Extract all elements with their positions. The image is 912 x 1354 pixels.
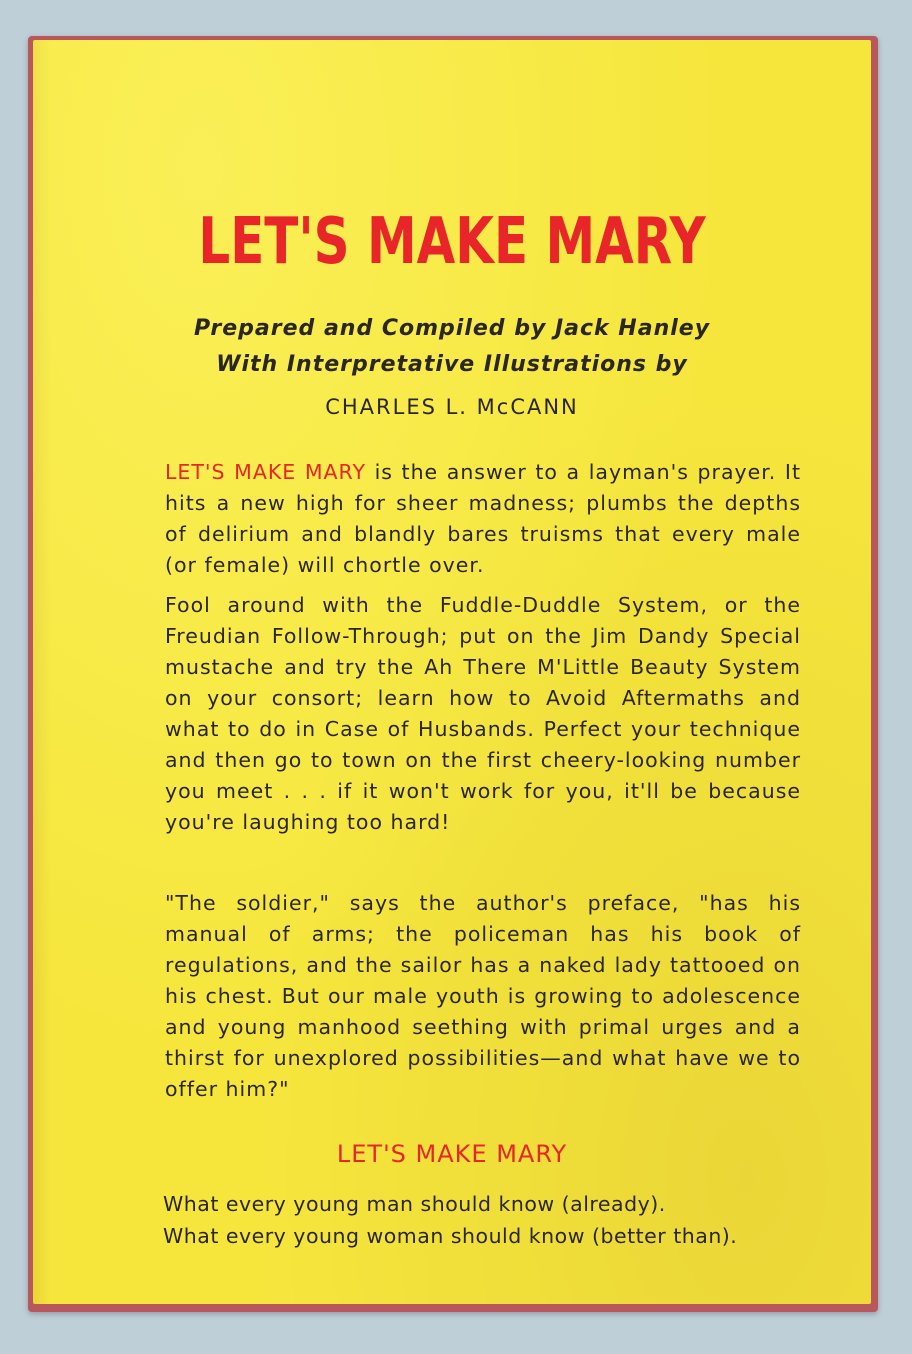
- blurb-paragraph-2: Fool around with the Fuddle-Duddle System, or the Freudian Follow-Through; put on the Jim Dandy Special mustache and try the Ah There M'Little Beauty System on your consort; learn how to Avoid Aftermaths and what to do in Case of Husbands. Perfect your technique and then go to town on the first cheery-looking number you meet . . . if it won't work for you, it'll be because you're laughing too hard!: [165, 593, 801, 834]
- tagline-young-man: What every young man should know (already).: [163, 1192, 666, 1216]
- book-subtitle: LET'S MAKE MARY: [336, 1140, 568, 1168]
- blurb-paragraph-1: [165, 457, 801, 581]
- blurb-paragraph-1-text: is the answer to a layman's prayer. It hits a new high for sheer madness; plumbs the depths of delirium and blandly bares truisms that every male (or female) will chortle over.: [165, 460, 801, 577]
- tagline-young-woman: What every young woman should know (better than).: [163, 1224, 738, 1248]
- illustration-credit: With Interpretative Illustrations by: [216, 352, 688, 377]
- blurb-title-inline: LET'S MAKE MARY: [165, 460, 366, 484]
- compiler-credit: Prepared and Compiled by Jack Hanley: [193, 316, 711, 341]
- book-title: LET'S MAKE MARY: [198, 205, 706, 279]
- illustrator-name: CHARLES L. McCANN: [325, 395, 579, 419]
- book-back-cover: [33, 40, 871, 1304]
- blurb-paragraph-3: "The soldier," says the author's preface, "has his manual of arms; the policeman has his book of regulations, and the sailor has a naked lady tattooed on his chest. But our male youth is growing to adolescence and young manhood seething with primal urges and a thirst for unexplored possibilities—and what have we to offer him?": [165, 891, 801, 1101]
